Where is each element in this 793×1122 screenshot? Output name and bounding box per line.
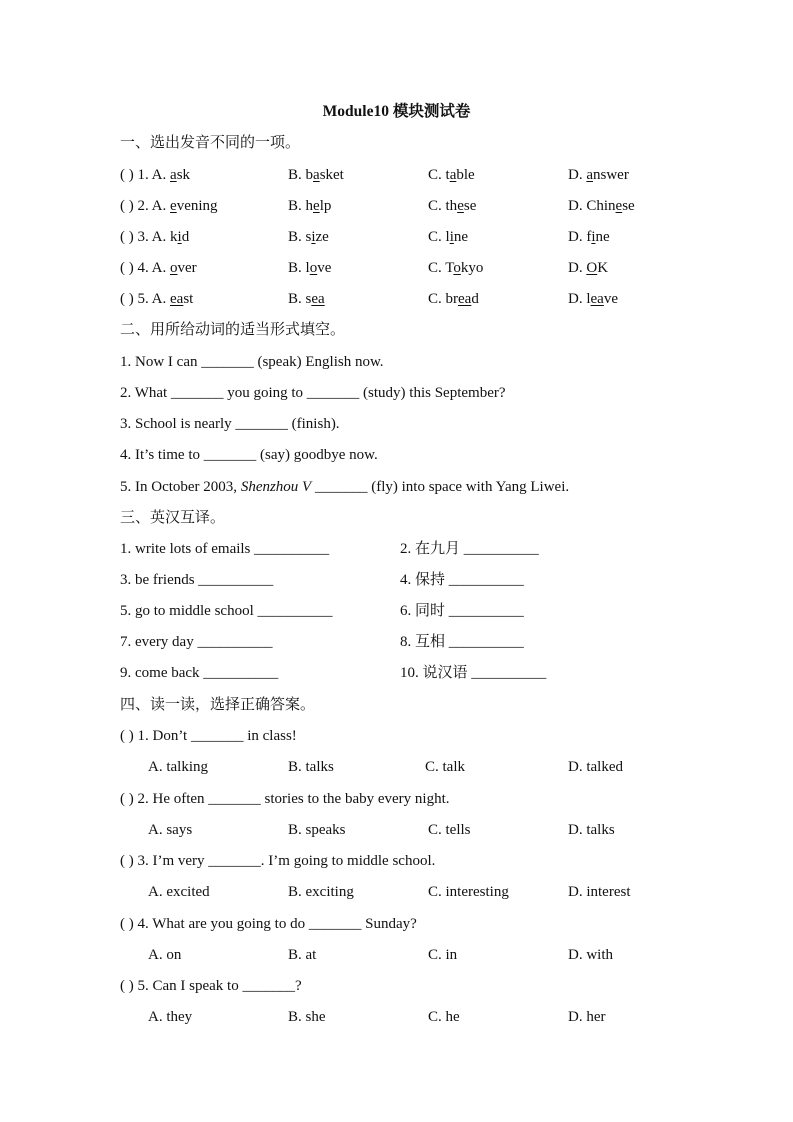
translation-row-5 — [120, 662, 570, 684]
mc-options-1 — [120, 756, 640, 778]
pron-question-3 — [120, 226, 680, 248]
mc-question-2: ( ) 2. He often _______ stories to the baby every night. — [120, 791, 450, 807]
question-number: ( ) 1. A. ask — [120, 167, 191, 183]
question-number: ( ) 4. A. over — [120, 260, 197, 276]
option-b: B. speaks — [288, 822, 346, 838]
option-c: C. talk — [425, 759, 465, 775]
fill-blank-3: 3. School is nearly _______ (finish). — [120, 416, 340, 432]
translation-left: 3. be friends __________ — [120, 572, 274, 588]
mc-options-4 — [120, 944, 640, 966]
fill-blank-2: 2. What _______ you going to _______ (study) this September? — [120, 385, 506, 401]
translation-right: 8. 互相 __________ — [400, 634, 524, 650]
translation-left: 1. write lots of emails __________ — [120, 541, 330, 557]
option-d: D. answer — [568, 167, 629, 183]
translation-right: 10. 说汉语 __________ — [400, 665, 547, 681]
translation-row-4 — [120, 631, 570, 653]
page-title: Module10 模块测试卷 — [322, 103, 471, 120]
fill-blank-5: 5. In October 2003, Shenzhou V _______ (fly) into space with Yang Liwei. — [120, 479, 570, 495]
pron-question-5 — [120, 288, 680, 310]
option-d: D. interest — [568, 884, 631, 900]
option-c: C. in — [428, 947, 458, 963]
option-c: C. line — [428, 229, 469, 245]
translation-left: 5. go to middle school __________ — [120, 603, 333, 619]
translation-left: 7. every day __________ — [120, 634, 273, 650]
translation-row-1 — [120, 538, 570, 560]
fill-blank-1: 1. Now I can _______ (speak) English now. — [120, 354, 384, 370]
mc-options-3 — [120, 881, 650, 903]
option-a: A. says — [148, 822, 193, 838]
option-b: B. size — [288, 229, 329, 245]
fill-blank-4: 4. It’s time to _______ (say) goodbye now. — [120, 447, 378, 463]
option-d: D. leave — [568, 291, 618, 307]
section3-heading: 三、英汉互译。 — [120, 510, 226, 526]
option-b: B. basket — [288, 167, 344, 183]
option-d: D. talks — [568, 822, 615, 838]
option-c: C. interesting — [428, 884, 509, 900]
mc-question-1: ( ) 1. Don’t _______ in class! — [120, 728, 297, 744]
section2-heading: 二、用所给动词的适当形式填空。 — [120, 322, 346, 338]
option-d: D. OK — [568, 260, 609, 276]
translation-left: 9. come back __________ — [120, 665, 279, 681]
mc-options-2 — [120, 819, 640, 841]
question-number: ( ) 2. A. evening — [120, 198, 218, 214]
option-a: A. excited — [148, 884, 210, 900]
translation-right: 4. 保持 __________ — [400, 572, 524, 588]
option-d: D. her — [568, 1009, 606, 1025]
translation-right: 6. 同时 __________ — [400, 603, 524, 619]
question-number: ( ) 5. A. east — [120, 291, 194, 307]
pron-question-1 — [120, 164, 680, 186]
option-b: B. exciting — [288, 884, 354, 900]
translation-row-2 — [120, 569, 570, 591]
option-a: A. talking — [148, 759, 208, 775]
mc-question-4: ( ) 4. What are you going to do _______ Sunday? — [120, 916, 417, 932]
option-b: B. sea — [288, 291, 325, 307]
translation-row-3 — [120, 600, 570, 622]
translation-right: 2. 在九月 __________ — [400, 541, 539, 557]
section1-heading: 一、选出发音不同的一项。 — [120, 135, 301, 151]
option-b: B. she — [288, 1009, 326, 1025]
mc-question-5: ( ) 5. Can I speak to _______? — [120, 978, 302, 994]
option-c: C. Tokyo — [428, 260, 484, 276]
pron-question-4 — [120, 257, 680, 279]
option-a: A. on — [148, 947, 182, 963]
mc-question-3: ( ) 3. I’m very _______. I’m going to middle school. — [120, 853, 436, 869]
option-c: C. these — [428, 198, 477, 214]
option-d: D. talked — [568, 759, 623, 775]
question-number: ( ) 3. A. kid — [120, 229, 190, 245]
option-d: D. fine — [568, 229, 610, 245]
option-b: B. help — [288, 198, 332, 214]
section4-heading: 四、读一读，选择正确答案。 — [120, 697, 316, 713]
option-d: D. Chinese — [568, 198, 635, 214]
option-b: B. talks — [288, 759, 334, 775]
option-c: C. table — [428, 167, 475, 183]
pron-question-2 — [120, 195, 680, 217]
option-b: B. at — [288, 947, 317, 963]
option-c: C. tells — [428, 822, 471, 838]
option-a: A. they — [148, 1009, 193, 1025]
option-c: C. bread — [428, 291, 479, 307]
mc-options-5 — [120, 1006, 640, 1028]
option-b: B. love — [288, 260, 332, 276]
option-c: C. he — [428, 1009, 460, 1025]
spacecraft-name: Shenzhou V — [240, 479, 312, 495]
option-d: D. with — [568, 947, 613, 963]
